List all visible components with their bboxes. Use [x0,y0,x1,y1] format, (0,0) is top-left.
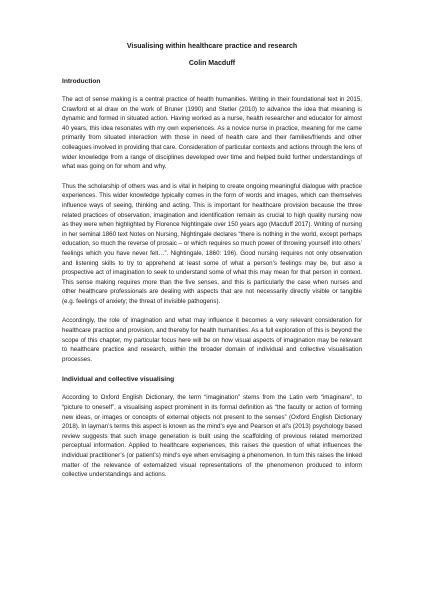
document-title: Visualising within healthcare practice and research [126,43,298,50]
paragraph: The act of sense making is a central practice of health humanities. Writing in their foundational text in 2015, Crawford et al draw on the work of Bruner (1990) and Stetler (2010) to advance the idea that meaning is dynamic and formed in situated action. Having worked as a nurse, health researcher and educator for almost 40 years, this idea resonates with my own experiences. As a novice nurse in practice, meaning for me came primarily from situated interaction with those in need of health care and their families/friends and other colleagues involved in providing that care. Consideration of particular contexts and actions through the lens of wider knowledge from a range of disciplines developed over time and helped build further understandings of what was going on for whom and why. [62,96,362,171]
paragraph: According to Oxford English Dictionary, the term “imagination” stems from the Latin verb “imaginare”, to “picture to oneself”, a visualising aspect prominent in its formal definition as “the faculty or action of forming new ideas, or images or concepts of external objects not present to the senses” (Oxford English Dictionary 2018). In layman’s terms this aspect is known as the mind’s eye and Pearson et al’s (2013) psychology based review suggests that such image generation is built using the scaffolding of previous related memorized perceptual information. Applied to healthcare experiences, this raises the question of what influences the individual practitioner’s (or patient’s) mind’s eye when envisaging a phenomenon. In turn this raises the linked matter of the relevance of externalized visual representations of the phenomenon produced to inform collective understandings and actions. [62,394,362,479]
section-heading-visualising: Individual and collective visualising [62,376,175,384]
author-name: Colin Macduff [188,60,236,67]
paragraph: Accordingly, the role of imagination and what may influence it becomes a very relevant consideration for healthcare practice and provision, and thereby for health humanities. As a full exploration of this is beyond the scope of this chapter, my particular focus here will be on how visual aspects of imagination may be relevant to healthcare practice and research, within the broader domain of individual and collective visualisation processes. [62,317,362,363]
paragraph: Thus the scholarship of others was and is vital in helping to create ongoing meaningful dialogue with practice experiences. This wider knowledge typically comes in the form of words and images, which can themselves influence ways of seeing, thinking and acting. This is important for healthcare provision because the three related practices of observation, imagination and identification remain as crucial to high quality nursing now as they were when highlighted by Florence Nightingale over 150 years ago (Macduff 2017). Writing of nursing in her seminal 1860 text Notes on Nursing, Nightingale declares “there is nothing in the world, except perhaps education, so much the reverse of prosaic – or which requires so much power of throwing yourself into others’ feelings which you have never felt…”. Nightingale, 1860: 196). Good nursing requires not only observation and listening skills to try to apprehend at least some of what a person’s feelings may be, but also a prospective act of imagination to seek to understand some of what this may mean for that person in context. This sense making requires more than the five senses, and this is particularly the case when nurses and other healthcare professionals are dealing with aspects that are not necessarily directly visible or tangible (e.g. feelings of anxiety; the threat of invisible pathogens). [62,182,362,305]
section-heading-introduction: Introduction [62,78,101,85]
